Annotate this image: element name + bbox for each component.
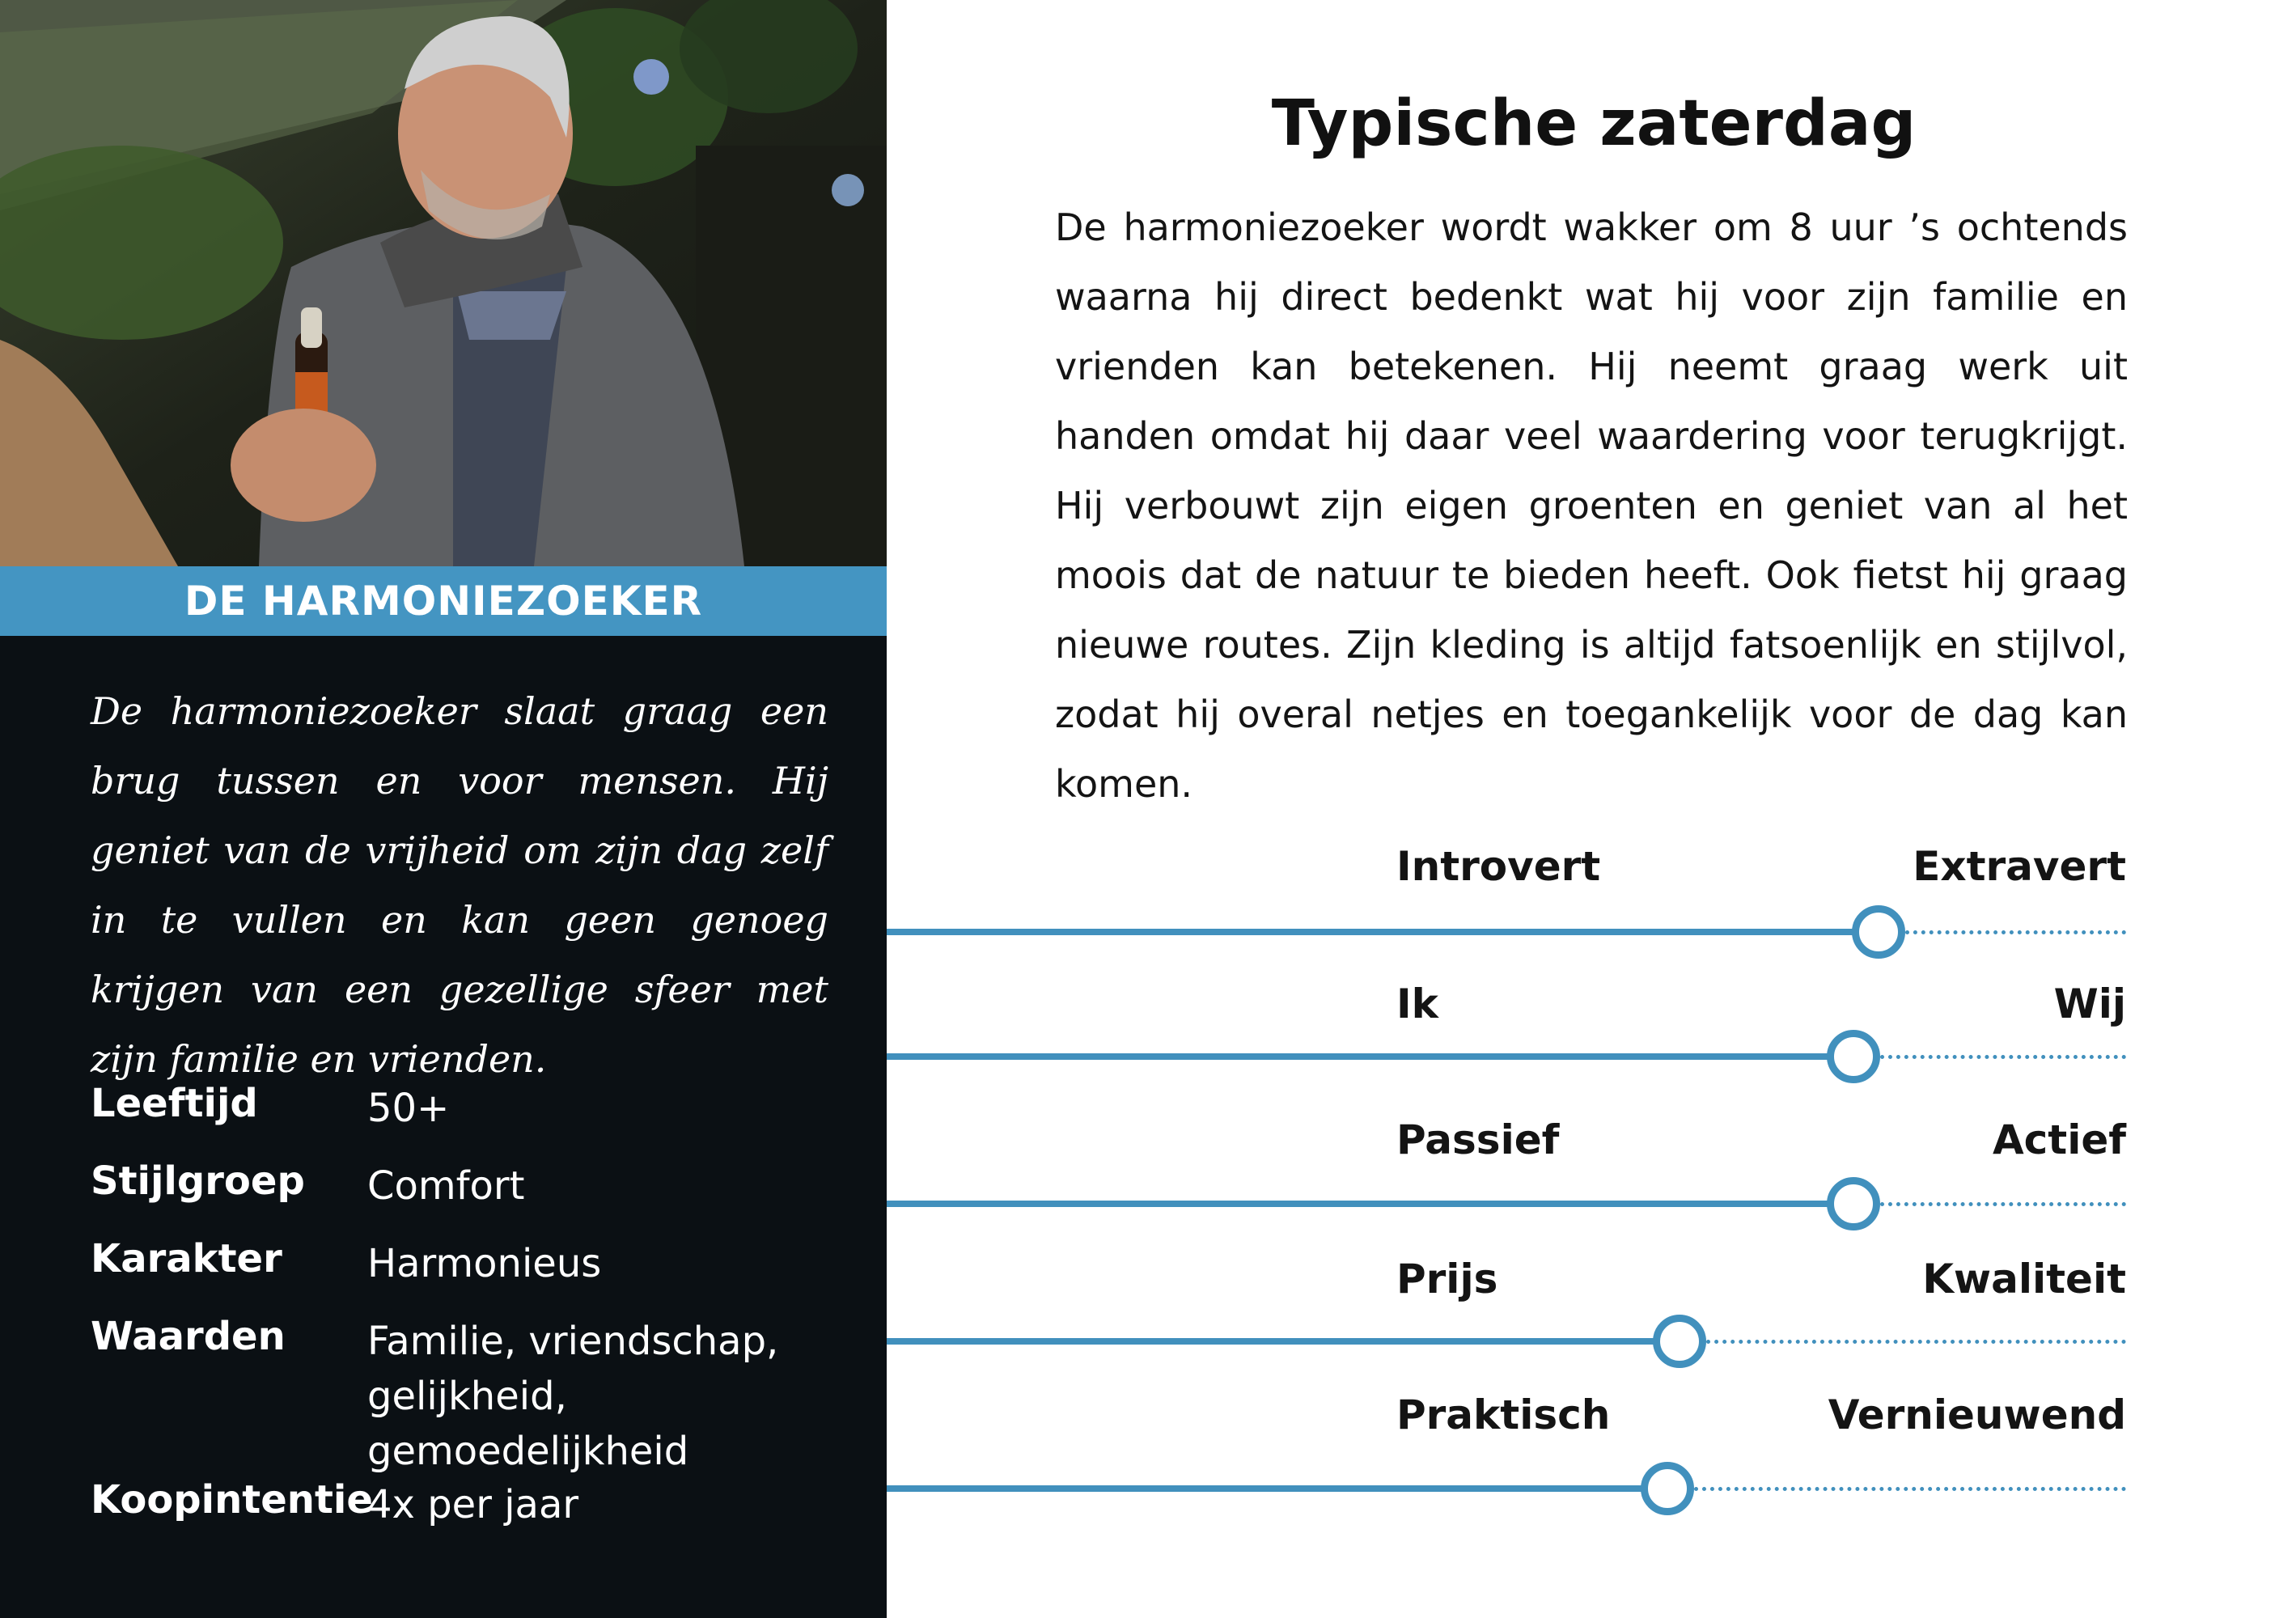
scale-track-filled xyxy=(887,1485,1667,1492)
scale-track-filled xyxy=(887,1338,1680,1345)
scale-left-label: Introvert xyxy=(1396,843,1601,890)
fact-label: Leeftijd xyxy=(91,1081,258,1126)
scale-right-label: Extravert xyxy=(1913,843,2126,890)
scale-track-filled xyxy=(887,1053,1853,1060)
scale-knob xyxy=(1653,1315,1706,1368)
scale-right-label: Actief xyxy=(1992,1116,2126,1163)
fact-label: Koopintentie xyxy=(91,1477,373,1523)
scale-track-filled xyxy=(887,929,1879,935)
fact-value-line: Familie, vriendschap, xyxy=(367,1319,779,1364)
scale-knob xyxy=(1827,1030,1880,1083)
scale-knob xyxy=(1852,905,1905,959)
fact-value: 4x per jaar xyxy=(367,1482,579,1527)
scale-track-remaining xyxy=(1880,1055,2126,1059)
scale-left-label: Praktisch xyxy=(1396,1391,1611,1438)
fact-value: 50+ xyxy=(367,1086,450,1131)
section-body: De harmoniezoeker wordt wakker om 8 uur ’s ochtends waarna hij direct bedenkt wat hij voor zijn familie en vrienden kan betekenen. Hij neemt graag werk uit handen omdat hij daar veel waardering voor terugkrijgt. Hij verbouwt zijn eigen groenten en geniet van al het moois dat de natuur te bieden heeft. Ook fietst hij graag nieuwe routes. Zijn kleding is altijd fatsoenlijk en stijlvol, zodat hij overal netjes en toegankelijk voor de dag kan komen. xyxy=(1055,205,2128,806)
scale-left-label: Prijs xyxy=(1396,1256,1498,1302)
scale-track-remaining xyxy=(1905,930,2126,934)
section-title: Typische zaterdag xyxy=(1271,87,1917,160)
fact-label: Stijlgroep xyxy=(91,1158,305,1204)
scale-knob xyxy=(1827,1177,1880,1230)
scale-knob xyxy=(1641,1462,1694,1515)
persona-banner: DE HARMONIEZOEKER xyxy=(0,566,887,636)
fact-label: Karakter xyxy=(91,1236,282,1281)
fact-value: Harmonieus xyxy=(367,1241,602,1286)
scale-left-label: Passief xyxy=(1396,1116,1560,1163)
fact-value-line: gelijkheid, gemoedelijkheid xyxy=(367,1374,689,1474)
persona-intro: De harmoniezoeker slaat graag een brug tussen en voor mensen. Hij geniet van de vrijheid om zijn dag zelf in te vullen en kan geen genoeg krijgen van een gezellige sfeer met zijn familie en vrienden. xyxy=(91,689,828,1081)
fact-label: Waarden xyxy=(91,1314,286,1359)
scale-right-label: Vernieuwend xyxy=(1828,1391,2126,1438)
scale-left-label: Ik xyxy=(1396,981,1438,1027)
scale-track-remaining xyxy=(1694,1487,2126,1491)
scale-track-filled xyxy=(887,1201,1853,1207)
scale-right-label: Kwaliteit xyxy=(1922,1256,2126,1302)
scale-track-remaining xyxy=(1880,1202,2126,1206)
scale-track-remaining xyxy=(1706,1340,2126,1344)
scale-right-label: Wij xyxy=(2053,981,2126,1027)
fact-value: Comfort xyxy=(367,1163,525,1209)
